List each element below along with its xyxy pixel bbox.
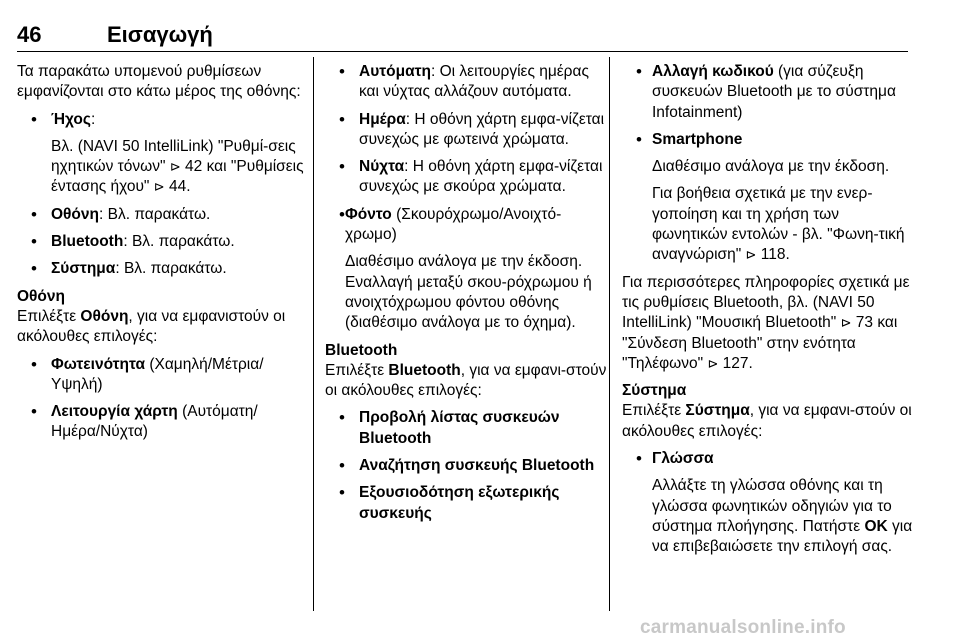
list-item: • Ήχος: [17,110,307,130]
list-item: • Αυτόματη: Οι λειτουργίες ημέρας και νύχτας αλλάζουν αυτόματα. [325,62,607,103]
column-divider-2 [609,57,610,611]
section-heading-bluetooth: Bluetooth [325,341,398,359]
column-2 [325,62,607,642]
list-item: • Ημέρα: Η οθόνη χάρτη εμφα-νίζεται συνεχώς με φωτεινά χρώματα. [325,110,607,151]
ref-arrow-icon: ⊳ [153,179,165,195]
ref-arrow-icon: ⊳ [169,159,181,175]
term-sound: Ήχος [51,110,91,128]
section-paragraph: Επιλέξτε Οθόνη, για να εμφανιστούν οι ακόλουθες επιλογές: [17,307,286,346]
section-heading-display: Οθόνη [17,287,65,305]
info-paragraph: Για περισσότερες πληροφορίες σχετικά με τις ρυθμίσεις Bluetooth, βλ. (NAVI 50 IntelliLink) "Μουσική Bluetooth" ⊳ 73 και "Σύνδεση Bluetooth" στην ενότητα "Τηλέφωνο" ⊳ 127. [622,273,910,372]
list-item: • Λειτουργία χάρτη (Αυτόματη/ Ημέρα/Νύχτα) [17,402,307,443]
ref-arrow-icon: ⊳ [840,315,852,331]
list-item: • Εξουσιοδότηση εξωτερικής συσκευής [325,483,607,524]
column-3 [622,62,912,642]
sub-paragraph: Διαθέσιμο ανάλογα με την έκδοση. [652,158,890,176]
section-paragraph: Επιλέξτε Bluetooth, για να εμφανι-στούν οι ακόλουθες επιλογές: [325,361,607,400]
section-paragraph: Επιλέξτε Σύστημα, για να εμφανι-στούν οι ακόλουθες επιλογές: [622,402,912,440]
sub-paragraph: Αλλάξτε τη γλώσσα οθόνης και τη γλώσσα φωνητικών οδηγιών για το σύστημα πλοήγησης. Πατήστε OK για να επιβεβαιώσετε την επιλογή σας. [652,477,913,556]
column-divider-1 [313,57,314,611]
sub-paragraph: Διαθέσιμο ανάλογα με την έκδοση. Εναλλαγή μεταξύ σκου-ρόχρωμου ή ανοιχτόχρωμου φόντου οθόνης (διαθέσιμο ανάλογα με το όχημα). [345,253,592,332]
list-item: • Αλλαγή κωδικού (για σύζευξη συσκευών Bluetooth με το σύστημα Infotainment) [622,62,912,123]
sub-paragraph: Για βοήθεια σχετικά με την ενερ-γοποίηση και τη χρήση των φωνητικών εντολών - βλ. "Φωνη-τική αναγνώριση" ⊳ 118. [652,185,905,264]
intro-paragraph: Τα παρακάτω υπομενού ρυθμίσεων εμφανίζονται στο κάτω μέρος της οθόνης: [17,63,301,101]
list-item: • Γλώσσα [622,449,912,469]
list-item: • Οθόνη: Βλ. παρακάτω. [17,205,307,225]
section-heading-system: Σύστημα [622,382,687,400]
list-item: • Προβολή λίστας συσκευών Bluetooth [325,408,607,449]
list-item: • Φόντο (Σκουρόχρωμο/Ανοιχτό-χρωμο) [325,205,607,246]
list-item: • Bluetooth: Βλ. παρακάτω. [17,232,307,252]
watermark: carmanualsonline.info [640,617,846,638]
header-rule [17,51,908,52]
list-item: • Αναζήτηση συσκευής Bluetooth [325,456,607,476]
list-item: • Σύστημα: Βλ. παρακάτω. [17,259,307,279]
ref-arrow-icon: ⊳ [707,355,719,371]
column-1 [17,62,307,642]
sub-paragraph: Βλ. (NAVI 50 IntelliLink) "Ρυθμί-σεις ηχητικών τόνων" ⊳ 42 και "Ρυθμίσεις έντασης ήχου" ⊳ 44. [51,137,304,196]
ref-arrow-icon: ⊳ [745,247,757,263]
page-header [17,22,213,48]
list-item: • Smartphone [622,130,912,150]
chapter-title: Εισαγωγή [107,22,213,47]
list-item: • Νύχτα: Η οθόνη χάρτη εμφα-νίζεται συνεχώς με σκούρα χρώματα. [325,157,607,198]
page-number: 46 [17,22,42,47]
list-item: • Φωτεινότητα (Χαμηλή/Μέτρια/ Υψηλή) [17,355,307,396]
